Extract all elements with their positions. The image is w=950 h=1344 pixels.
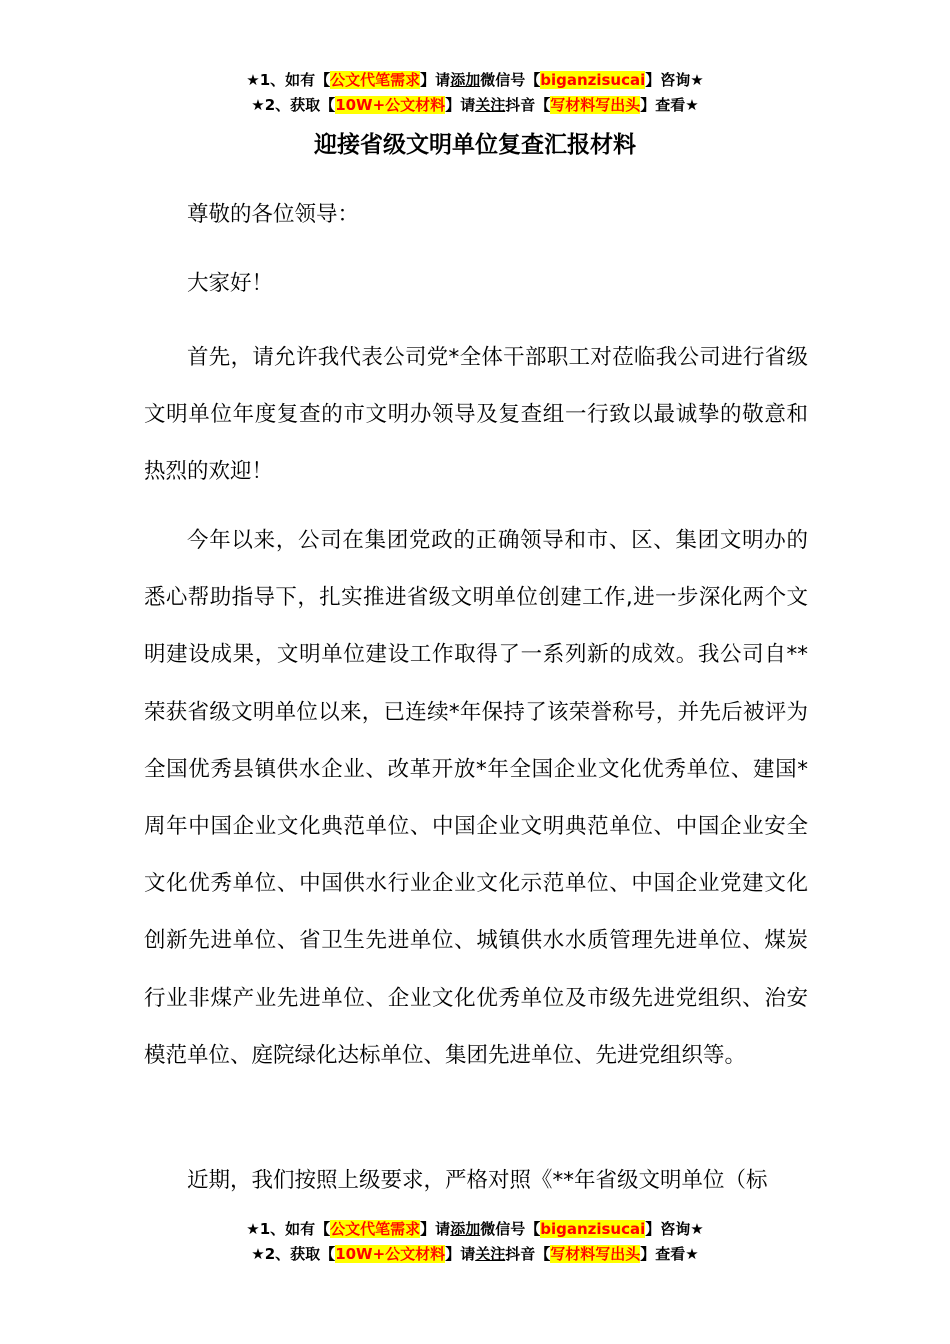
paragraph-text: 首先，请允许我代表公司党*全体干部职工对莅临我公司进行省级文明单位年度复查的市文明办领导及复查组一行致以最诚挚的敬意和热烈的欢迎！ bbox=[144, 345, 808, 485]
banner-underline: 添加 bbox=[450, 1220, 481, 1238]
banner-underline: 关注 bbox=[475, 1245, 506, 1263]
banner-text: 】咨询★ bbox=[645, 1220, 704, 1238]
banner-text: ★2、获取【 bbox=[251, 96, 336, 114]
banner-douyin-id: 写材料写出头 bbox=[550, 1245, 641, 1263]
banner-highlight: 公文代笔需求 bbox=[330, 71, 421, 89]
paragraph-1 bbox=[144, 329, 808, 501]
banner-text: 】查看★ bbox=[640, 96, 699, 114]
banner-text: 微信号【 bbox=[480, 1220, 541, 1238]
banner-underline: 关注 bbox=[475, 96, 506, 114]
banner-line-1 bbox=[0, 68, 950, 93]
paragraph-2 bbox=[144, 512, 808, 1084]
banner-text: 】请 bbox=[445, 1245, 476, 1263]
header-banner bbox=[0, 68, 950, 118]
banner-text: 抖音【 bbox=[505, 1245, 551, 1263]
banner-douyin-id: 写材料写出头 bbox=[550, 96, 641, 114]
banner-text: 】请 bbox=[420, 71, 451, 89]
banner-line-1 bbox=[0, 1217, 950, 1242]
banner-line-2 bbox=[0, 93, 950, 118]
paragraph-text: 近期，我们按照上级要求，严格对照《**年省级文明单位（标 bbox=[187, 1168, 768, 1193]
footer-banner bbox=[0, 1217, 950, 1267]
banner-text: ★1、如有【 bbox=[246, 71, 331, 89]
banner-text: 微信号【 bbox=[480, 71, 541, 89]
banner-highlight: 10W+公文材料 bbox=[335, 1245, 446, 1263]
banner-text: ★1、如有【 bbox=[246, 1220, 331, 1238]
banner-text: 】请 bbox=[420, 1220, 451, 1238]
document-title: 迎接省级文明单位复查汇报材料 bbox=[314, 132, 636, 158]
banner-text: ★2、获取【 bbox=[251, 1245, 336, 1263]
banner-text: 】请 bbox=[445, 96, 476, 114]
banner-line-2 bbox=[0, 1242, 950, 1267]
banner-wechat-id: biganzisucai bbox=[540, 71, 646, 89]
banner-underline: 添加 bbox=[450, 71, 481, 89]
paragraph-text: 今年以来，公司在集团党政的正确领导和市、区、集团文明办的悉心帮助指导下，扎实推进省级文明单位创建工作,进一步深化两个文明建设成果，文明单位建设工作取得了一系列新的成效。我公司自**荣获省级文明单位以来，已连续*年保持了该荣誉称号，并先后被评为全国优秀县镇供水企业、改革开放*年全国企业文化优秀单位、建国*周年中国企业文化典范单位、中国企业文明典范单位、中国企业安全文化优秀单位、中国供水行业企业文化示范单位、中国企业党建文化创新先进单位、省卫生先进单位、城镇供水水质管理先进单位、煤炭行业非煤产业先进单位、企业文化优秀单位及市级先进党组织、治安模范单位、庭院绿化达标单位、集团先进单位、先进党组织等。 bbox=[144, 528, 808, 1068]
greeting: 大家好！ bbox=[187, 271, 274, 296]
banner-text: 抖音【 bbox=[505, 96, 551, 114]
banner-wechat-id: biganzisucai bbox=[540, 1220, 646, 1238]
banner-text: 】查看★ bbox=[640, 1245, 699, 1263]
banner-highlight: 公文代笔需求 bbox=[330, 1220, 421, 1238]
banner-highlight: 10W+公文材料 bbox=[335, 96, 446, 114]
paragraph-3 bbox=[144, 1152, 808, 1214]
banner-text: 】咨询★ bbox=[645, 71, 704, 89]
salutation: 尊敬的各位领导： bbox=[187, 202, 360, 227]
